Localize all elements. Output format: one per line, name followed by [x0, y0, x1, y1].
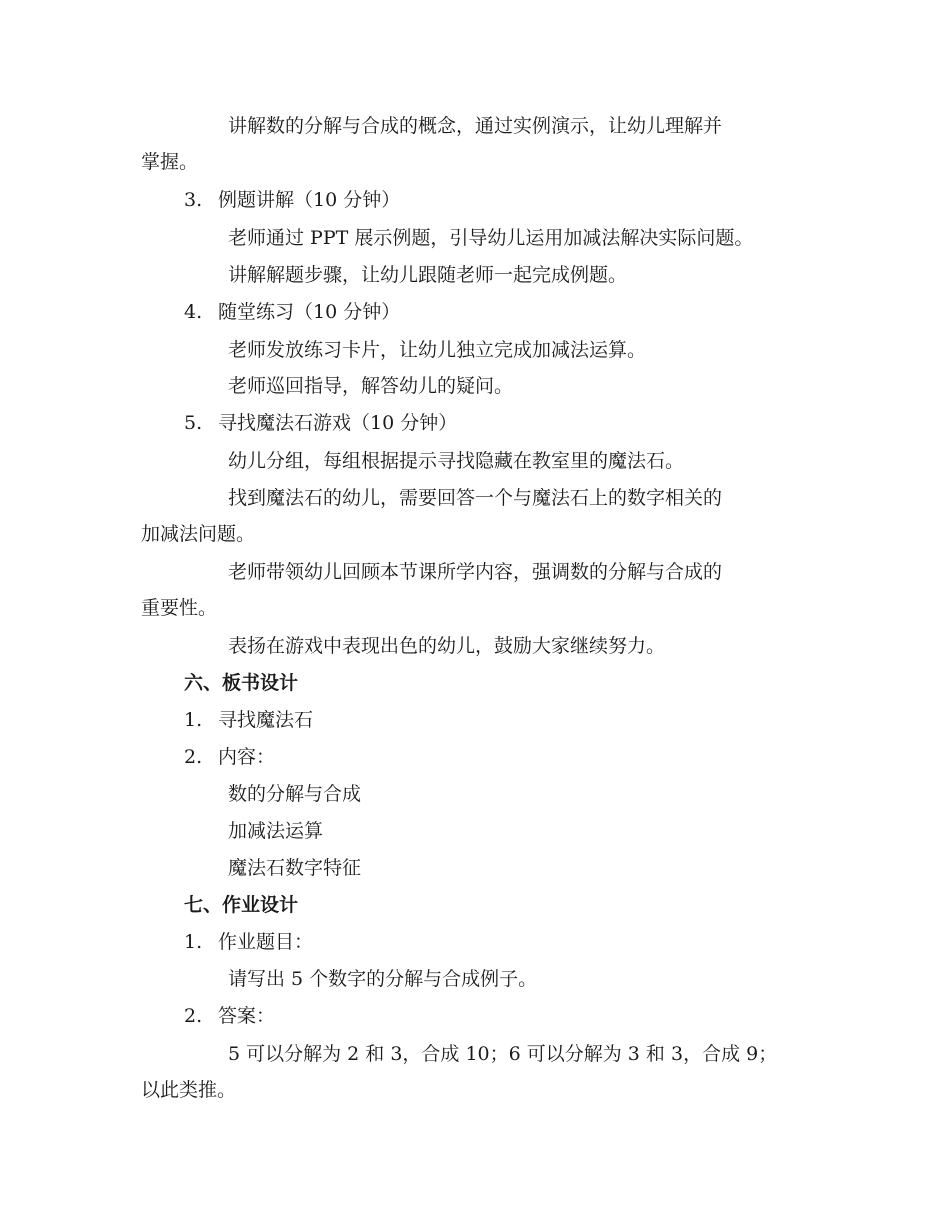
list-item-3: [184, 188, 400, 212]
section-heading: 七、作业设计: [184, 894, 299, 916]
list-number: 3.: [184, 189, 203, 211]
list-item-title: 寻找魔法石游戏（10 分钟）: [218, 412, 458, 434]
paragraph-line: 讲解数的分解与合成的概念，通过实例演示，让幼儿理解并: [228, 115, 723, 137]
list-item: [184, 745, 275, 769]
paragraph-line: 以此类推。: [141, 1079, 237, 1101]
list-item-title: 随堂练习（10 分钟）: [218, 301, 401, 323]
list-number: 1.: [184, 709, 203, 731]
content-line: 加减法运算: [228, 820, 324, 842]
section-heading: 六、板书设计: [184, 672, 299, 694]
list-item: [184, 708, 313, 732]
paragraph-line: 找到魔法石的幼儿，需要回答一个与魔法石上的数字相关的: [228, 487, 723, 509]
paragraph-line: 老师带领幼儿回顾本节课所学内容，强调数的分解与合成的: [228, 561, 723, 583]
paragraph-line: 老师通过 PPT 展示例题，引导幼儿运用加减法解决实际问题。: [228, 227, 754, 249]
list-item-title: 例题讲解（10 分钟）: [218, 189, 401, 211]
content-line: 数的分解与合成: [228, 783, 362, 805]
paragraph-line: 掌握。: [141, 151, 199, 173]
paragraph-line: 讲解解题步骤，让幼儿跟随老师一起完成例题。: [228, 264, 628, 286]
content-line: 魔法石数字特征: [228, 857, 362, 879]
paragraph-line: 5 可以分解为 2 和 3，合成 10；6 可以分解为 3 和 3，合成 9；: [228, 1043, 778, 1065]
list-item: [184, 1004, 275, 1028]
list-number: 2.: [184, 1005, 203, 1027]
paragraph-line: 加减法问题。: [141, 523, 256, 545]
list-number: 4.: [184, 301, 203, 323]
paragraph-line: 老师发放练习卡片，让幼儿独立完成加减法运算。: [228, 339, 647, 361]
content-line: 请写出 5 个数字的分解与合成例子。: [228, 968, 538, 990]
paragraph-line: 表扬在游戏中表现出色的幼儿，鼓励大家继续努力。: [228, 635, 666, 657]
list-number: 2.: [184, 746, 203, 768]
list-number: 5.: [184, 412, 203, 434]
list-item-text: 答案：: [218, 1005, 276, 1027]
paragraph-line: 重要性。: [141, 597, 218, 619]
list-number: 1.: [184, 931, 203, 953]
paragraph-line: 老师巡回指导，解答幼儿的疑问。: [228, 375, 514, 397]
list-item-5: [184, 411, 457, 435]
list-item: [184, 930, 313, 954]
list-item-text: 寻找魔法石: [218, 709, 314, 731]
list-item-4: [184, 300, 400, 324]
list-item-text: 作业题目：: [218, 931, 314, 953]
paragraph-line: 幼儿分组，每组根据提示寻找隐藏在教室里的魔法石。: [228, 450, 685, 472]
list-item-text: 内容：: [218, 746, 276, 768]
